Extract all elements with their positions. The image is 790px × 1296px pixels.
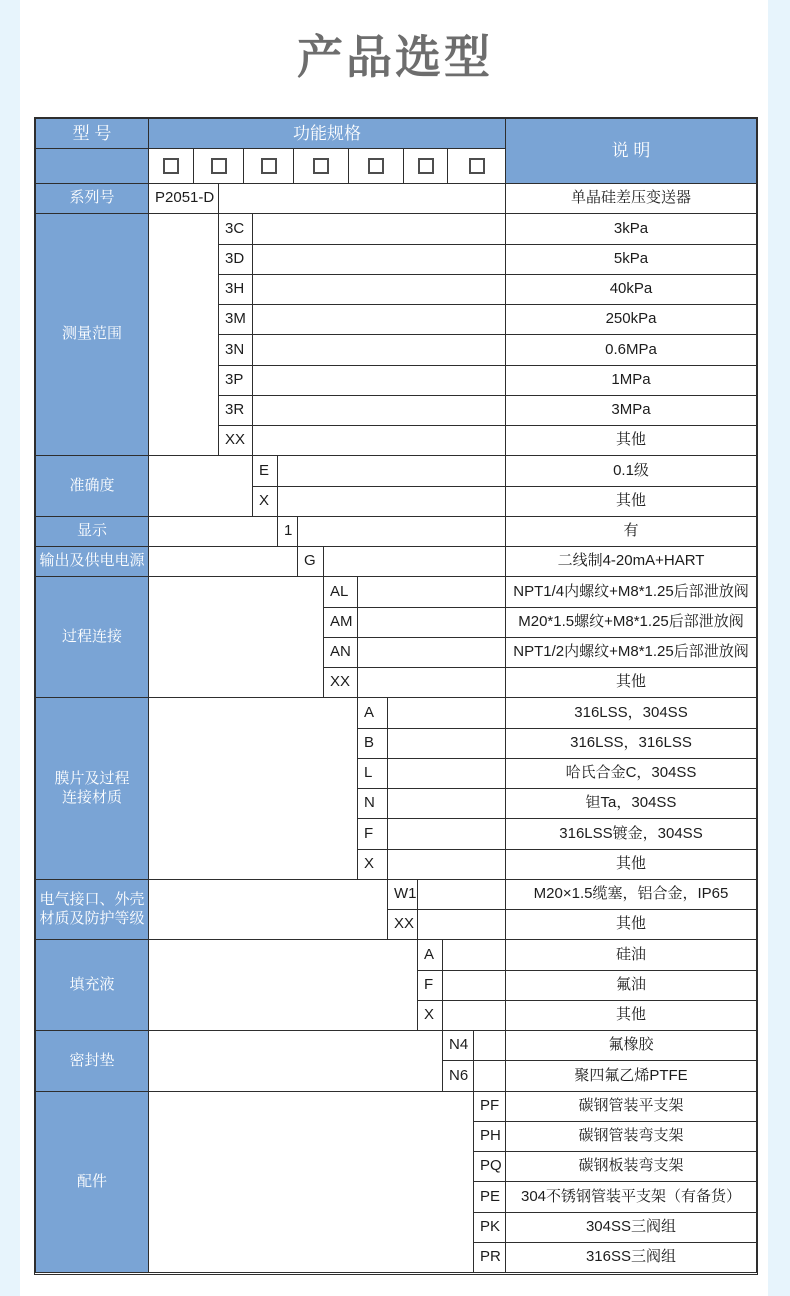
- empty-cell: [417, 909, 506, 940]
- option-description: 聚四氟乙烯PTFE: [505, 1060, 757, 1092]
- section-label-line: 电气接口、外壳: [39, 890, 145, 908]
- empty-cell: [148, 576, 324, 698]
- option-code: N6: [442, 1060, 474, 1092]
- option-description: M20×1.5缆塞，铝合金，IP65: [505, 879, 757, 910]
- empty-cell: [323, 546, 506, 577]
- empty-cell: [148, 697, 358, 880]
- spec-checkbox-cell: [148, 148, 194, 184]
- option-code: 3P: [218, 365, 253, 396]
- section-label: [35, 183, 149, 214]
- option-description: 有: [505, 516, 757, 547]
- option-code: 3M: [218, 304, 253, 335]
- empty-cell: [148, 516, 278, 547]
- option-description: 哈氏合金C，304SS: [505, 758, 757, 789]
- spec-checkbox-cell: [293, 148, 349, 184]
- option-code: N4: [442, 1030, 474, 1061]
- section-label: [35, 879, 149, 940]
- option-description: 316LSS，304SS: [505, 697, 757, 729]
- option-code: AN: [323, 637, 358, 668]
- spec-checkbox-cell: [193, 148, 244, 184]
- empty-cell: [473, 1060, 506, 1092]
- section-label: [35, 1030, 149, 1092]
- option-description: 其他: [505, 1000, 757, 1031]
- empty-cell: [357, 637, 506, 668]
- checkbox-icon: [261, 158, 277, 174]
- checkbox-icon: [313, 158, 329, 174]
- option-description: 碳钢板装弯支架: [505, 1151, 757, 1182]
- option-code: XX: [218, 425, 253, 456]
- section-label-line: 材质及防护等级: [39, 909, 145, 927]
- option-code: W1: [387, 879, 418, 910]
- section-label: [35, 576, 149, 698]
- empty-cell: [218, 183, 506, 214]
- section-label-line: 过程连接: [61, 627, 122, 645]
- empty-cell: [252, 395, 506, 426]
- empty-cell: [148, 213, 219, 456]
- section-label-line: 填充液: [69, 975, 115, 993]
- option-code: P2051-D: [148, 183, 219, 214]
- section-label-line: 显示: [76, 522, 107, 540]
- option-description: 304不锈钢管装平支架（有备货）: [505, 1181, 757, 1213]
- option-code: PF: [473, 1091, 506, 1122]
- option-description: 钽Ta，304SS: [505, 788, 757, 819]
- option-description: 316LSS镀金，304SS: [505, 818, 757, 850]
- section-label: [35, 213, 149, 456]
- empty-cell: [252, 365, 506, 396]
- section-label-line: 密封垫: [69, 1051, 115, 1069]
- section-label: [35, 939, 149, 1031]
- option-description: 0.6MPa: [505, 334, 757, 366]
- option-code: XX: [387, 909, 418, 940]
- option-code: PE: [473, 1181, 506, 1213]
- empty-cell: [387, 849, 506, 880]
- option-code: A: [417, 939, 443, 971]
- section-label-line: 测量范围: [61, 325, 122, 343]
- empty-cell: [148, 879, 388, 940]
- checkbox-icon: [368, 158, 384, 174]
- option-description: 0.1级: [505, 455, 757, 487]
- option-description: NPT1/2内螺纹+M8*1.25后部泄放阀: [505, 637, 757, 668]
- header-empty-cell: [35, 148, 149, 184]
- empty-cell: [357, 576, 506, 608]
- option-code: X: [252, 486, 278, 517]
- empty-cell: [252, 213, 506, 245]
- empty-cell: [297, 516, 506, 547]
- option-code: PK: [473, 1212, 506, 1243]
- empty-cell: [252, 334, 506, 366]
- option-description: 硅油: [505, 939, 757, 971]
- checkbox-icon: [418, 158, 434, 174]
- option-code: 3D: [218, 244, 253, 275]
- empty-cell: [387, 758, 506, 789]
- product-selection-table: [35, 118, 757, 1274]
- section-label: [35, 455, 149, 517]
- empty-cell: [387, 728, 506, 759]
- option-code: XX: [323, 667, 358, 698]
- option-description: 3MPa: [505, 395, 757, 426]
- spec-checkbox-cell: [403, 148, 448, 184]
- option-description: 40kPa: [505, 274, 757, 305]
- section-label-line: 配件: [76, 1172, 107, 1190]
- empty-cell: [252, 304, 506, 335]
- option-code: PQ: [473, 1151, 506, 1182]
- option-description: 其他: [505, 425, 757, 456]
- option-description: 其他: [505, 486, 757, 517]
- option-description: 304SS三阀组: [505, 1212, 757, 1243]
- checkbox-icon: [163, 158, 179, 174]
- section-label: [35, 697, 149, 880]
- option-description: 250kPa: [505, 304, 757, 335]
- empty-cell: [473, 1030, 506, 1061]
- empty-cell: [148, 1091, 474, 1273]
- option-description: 二线制4-20mA+HART: [505, 546, 757, 577]
- section-label-line: 输出及供电电源: [39, 552, 145, 570]
- option-code: N: [357, 788, 388, 819]
- option-code: E: [252, 455, 278, 487]
- empty-cell: [387, 697, 506, 729]
- option-description: 3kPa: [505, 213, 757, 245]
- page-title: 产品选型: [297, 31, 493, 83]
- spec-checkbox-cell: [243, 148, 294, 184]
- option-code: 3N: [218, 334, 253, 366]
- empty-cell: [417, 879, 506, 910]
- empty-cell: [277, 455, 506, 487]
- empty-cell: [357, 607, 506, 638]
- empty-cell: [148, 1030, 443, 1092]
- option-code: PR: [473, 1242, 506, 1273]
- option-code: B: [357, 728, 388, 759]
- header-description-cell: 说 明: [505, 118, 757, 184]
- empty-cell: [387, 818, 506, 850]
- option-description: 碳钢管装弯支架: [505, 1121, 757, 1152]
- option-code: F: [417, 970, 443, 1001]
- option-description: 氟油: [505, 970, 757, 1001]
- header-model-cell: 型 号: [35, 118, 149, 149]
- option-code: A: [357, 697, 388, 729]
- option-description: M20*1.5螺纹+M8*1.25后部泄放阀: [505, 607, 757, 638]
- option-code: AM: [323, 607, 358, 638]
- section-label: [35, 516, 149, 547]
- option-description: 碳钢管装平支架: [505, 1091, 757, 1122]
- option-description: NPT1/4内螺纹+M8*1.25后部泄放阀: [505, 576, 757, 608]
- option-code: G: [297, 546, 324, 577]
- option-code: 3R: [218, 395, 253, 426]
- empty-cell: [148, 939, 418, 1031]
- option-description: 单晶硅差压变送器: [505, 183, 757, 214]
- section-label-line: 连接材质: [61, 788, 122, 806]
- option-description: 其他: [505, 849, 757, 880]
- checkbox-icon: [211, 158, 227, 174]
- empty-cell: [148, 546, 298, 577]
- option-code: X: [417, 1000, 443, 1031]
- header-spec-cell: 功能规格: [148, 118, 506, 149]
- option-code: 1: [277, 516, 298, 547]
- empty-cell: [442, 1000, 506, 1031]
- empty-cell: [252, 425, 506, 456]
- empty-cell: [442, 939, 506, 971]
- section-label-line: 系列号: [69, 189, 115, 207]
- empty-cell: [277, 486, 506, 517]
- section-label: [35, 546, 149, 577]
- option-description: 其他: [505, 909, 757, 940]
- empty-cell: [442, 970, 506, 1001]
- option-code: 3C: [218, 213, 253, 245]
- option-description: 其他: [505, 667, 757, 698]
- option-code: F: [357, 818, 388, 850]
- option-code: 3H: [218, 274, 253, 305]
- spec-checkbox-cell: [348, 148, 404, 184]
- section-label-line: 膜片及过程: [54, 769, 130, 787]
- empty-cell: [357, 667, 506, 698]
- section-label: [35, 1091, 149, 1273]
- empty-cell: [148, 455, 253, 517]
- empty-cell: [252, 274, 506, 305]
- checkbox-icon: [469, 158, 485, 174]
- option-description: 316LSS，316LSS: [505, 728, 757, 759]
- option-description: 氟橡胶: [505, 1030, 757, 1061]
- option-code: L: [357, 758, 388, 789]
- option-code: X: [357, 849, 388, 880]
- option-description: 1MPa: [505, 365, 757, 396]
- option-description: 316SS三阀组: [505, 1242, 757, 1273]
- option-code: PH: [473, 1121, 506, 1152]
- option-description: 5kPa: [505, 244, 757, 275]
- option-code: AL: [323, 576, 358, 608]
- empty-cell: [387, 788, 506, 819]
- spec-checkbox-cell: [447, 148, 506, 184]
- section-label-line: 准确度: [69, 476, 115, 494]
- empty-cell: [252, 244, 506, 275]
